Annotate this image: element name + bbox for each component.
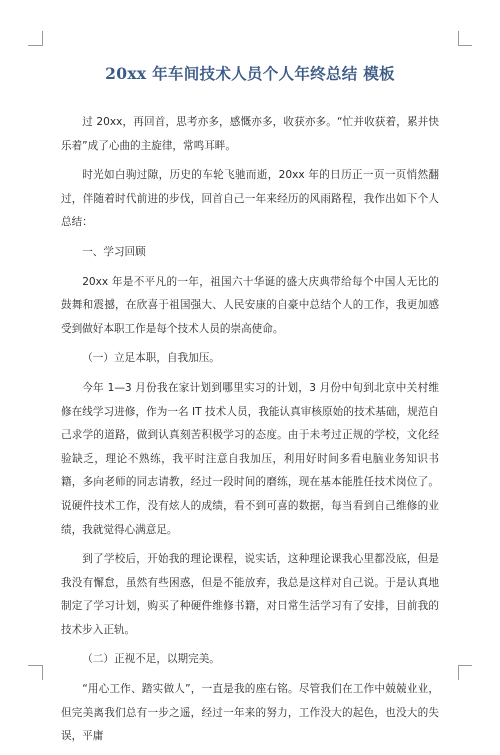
paragraph-year-summary: 20xx 年是不平凡的一年，祖国六十华诞的盛大庆典带给每个中国人无比的鼓舞和震撼，在欣喜于祖国强大、人民安康的自豪中总结个人的工作，我更加感受到做好本职工作是每个技术人员的崇高使命。 — [61, 275, 439, 335]
crop-mark-bottom-left-v — [42, 665, 43, 680]
subheading-self-pressure: （一）立足本职，自我加压。 — [82, 352, 220, 365]
crop-mark-bottom-right-h — [458, 665, 472, 666]
paragraph-motto: “用心工作、踏实做人”，一直是我的座右铭。尽管我们在工作中兢兢业业，但完美离我们总有一步之遥，经过一年来的努力，工作没大的起色，也没大的失误，平庸 — [61, 683, 439, 743]
crop-mark-top-left-v — [42, 31, 43, 46]
paragraph-time: 时光如白驹过隙，历史的车轮飞驰而逝，20xx 年的日历正一页一页悄然翻过，伴随着时代前进的步伐，回首自己一年来经历的风雨路程，我作出如下个人总结： — [61, 169, 439, 229]
section-heading-study-review: 一、学习回顾 — [82, 245, 146, 258]
paragraph-school: 到了学校后，开始我的理论课程，说实话，这种理论课我心里都没底，但是我没有懈怠，虽然有些困惑，但是不能放弃，我总是这样对自己说。于是认真地制定了学习计划，购买了种硬件维修书籍，对日常生活学习有了安排，目前我的技术步入正轨。 — [61, 553, 439, 636]
crop-mark-top-right-v — [458, 31, 459, 46]
crop-mark-bottom-left-h — [28, 665, 42, 666]
subheading-shortcomings: （二）正视不足，以期完美。 — [82, 653, 220, 666]
crop-mark-bottom-right-v — [458, 665, 459, 680]
crop-mark-top-left-h — [28, 45, 42, 46]
document-body — [61, 111, 439, 755]
paragraph-study-details: 今年 1—3 月份我在家计划到哪里实习的计划，3 月份中旬到北京中关村维修在线学习进修，作为一名 IT 技术人员，我能认真审核原始的技术基础，规范自己求学的道路，做到认真刻苦积极学习的态度。由于未考过正规的学校，文化经验缺乏，理论不熟练，我平时注意自我加压，利用好时间多看电脑业务知识书籍，多向老师的同志请教，经过一段时间的磨练，现在基本能胜任技术岗位了。说硬件技术工作，没有炫人的成绩，看不到可喜的数据，每当看到自己维修的业绩，我就觉得心满意足。 — [61, 381, 439, 536]
paragraph-intro: 过 20xx，再回首，思考亦多，感慨亦多，收获亦多。“忙并收获着，累并快乐着”成了心曲的主旋律，常鸣耳畔。 — [61, 116, 439, 152]
crop-mark-top-right-h — [458, 45, 472, 46]
document-title: 20xx 年车间技术人员个人年终总结 模板 — [105, 64, 395, 83]
